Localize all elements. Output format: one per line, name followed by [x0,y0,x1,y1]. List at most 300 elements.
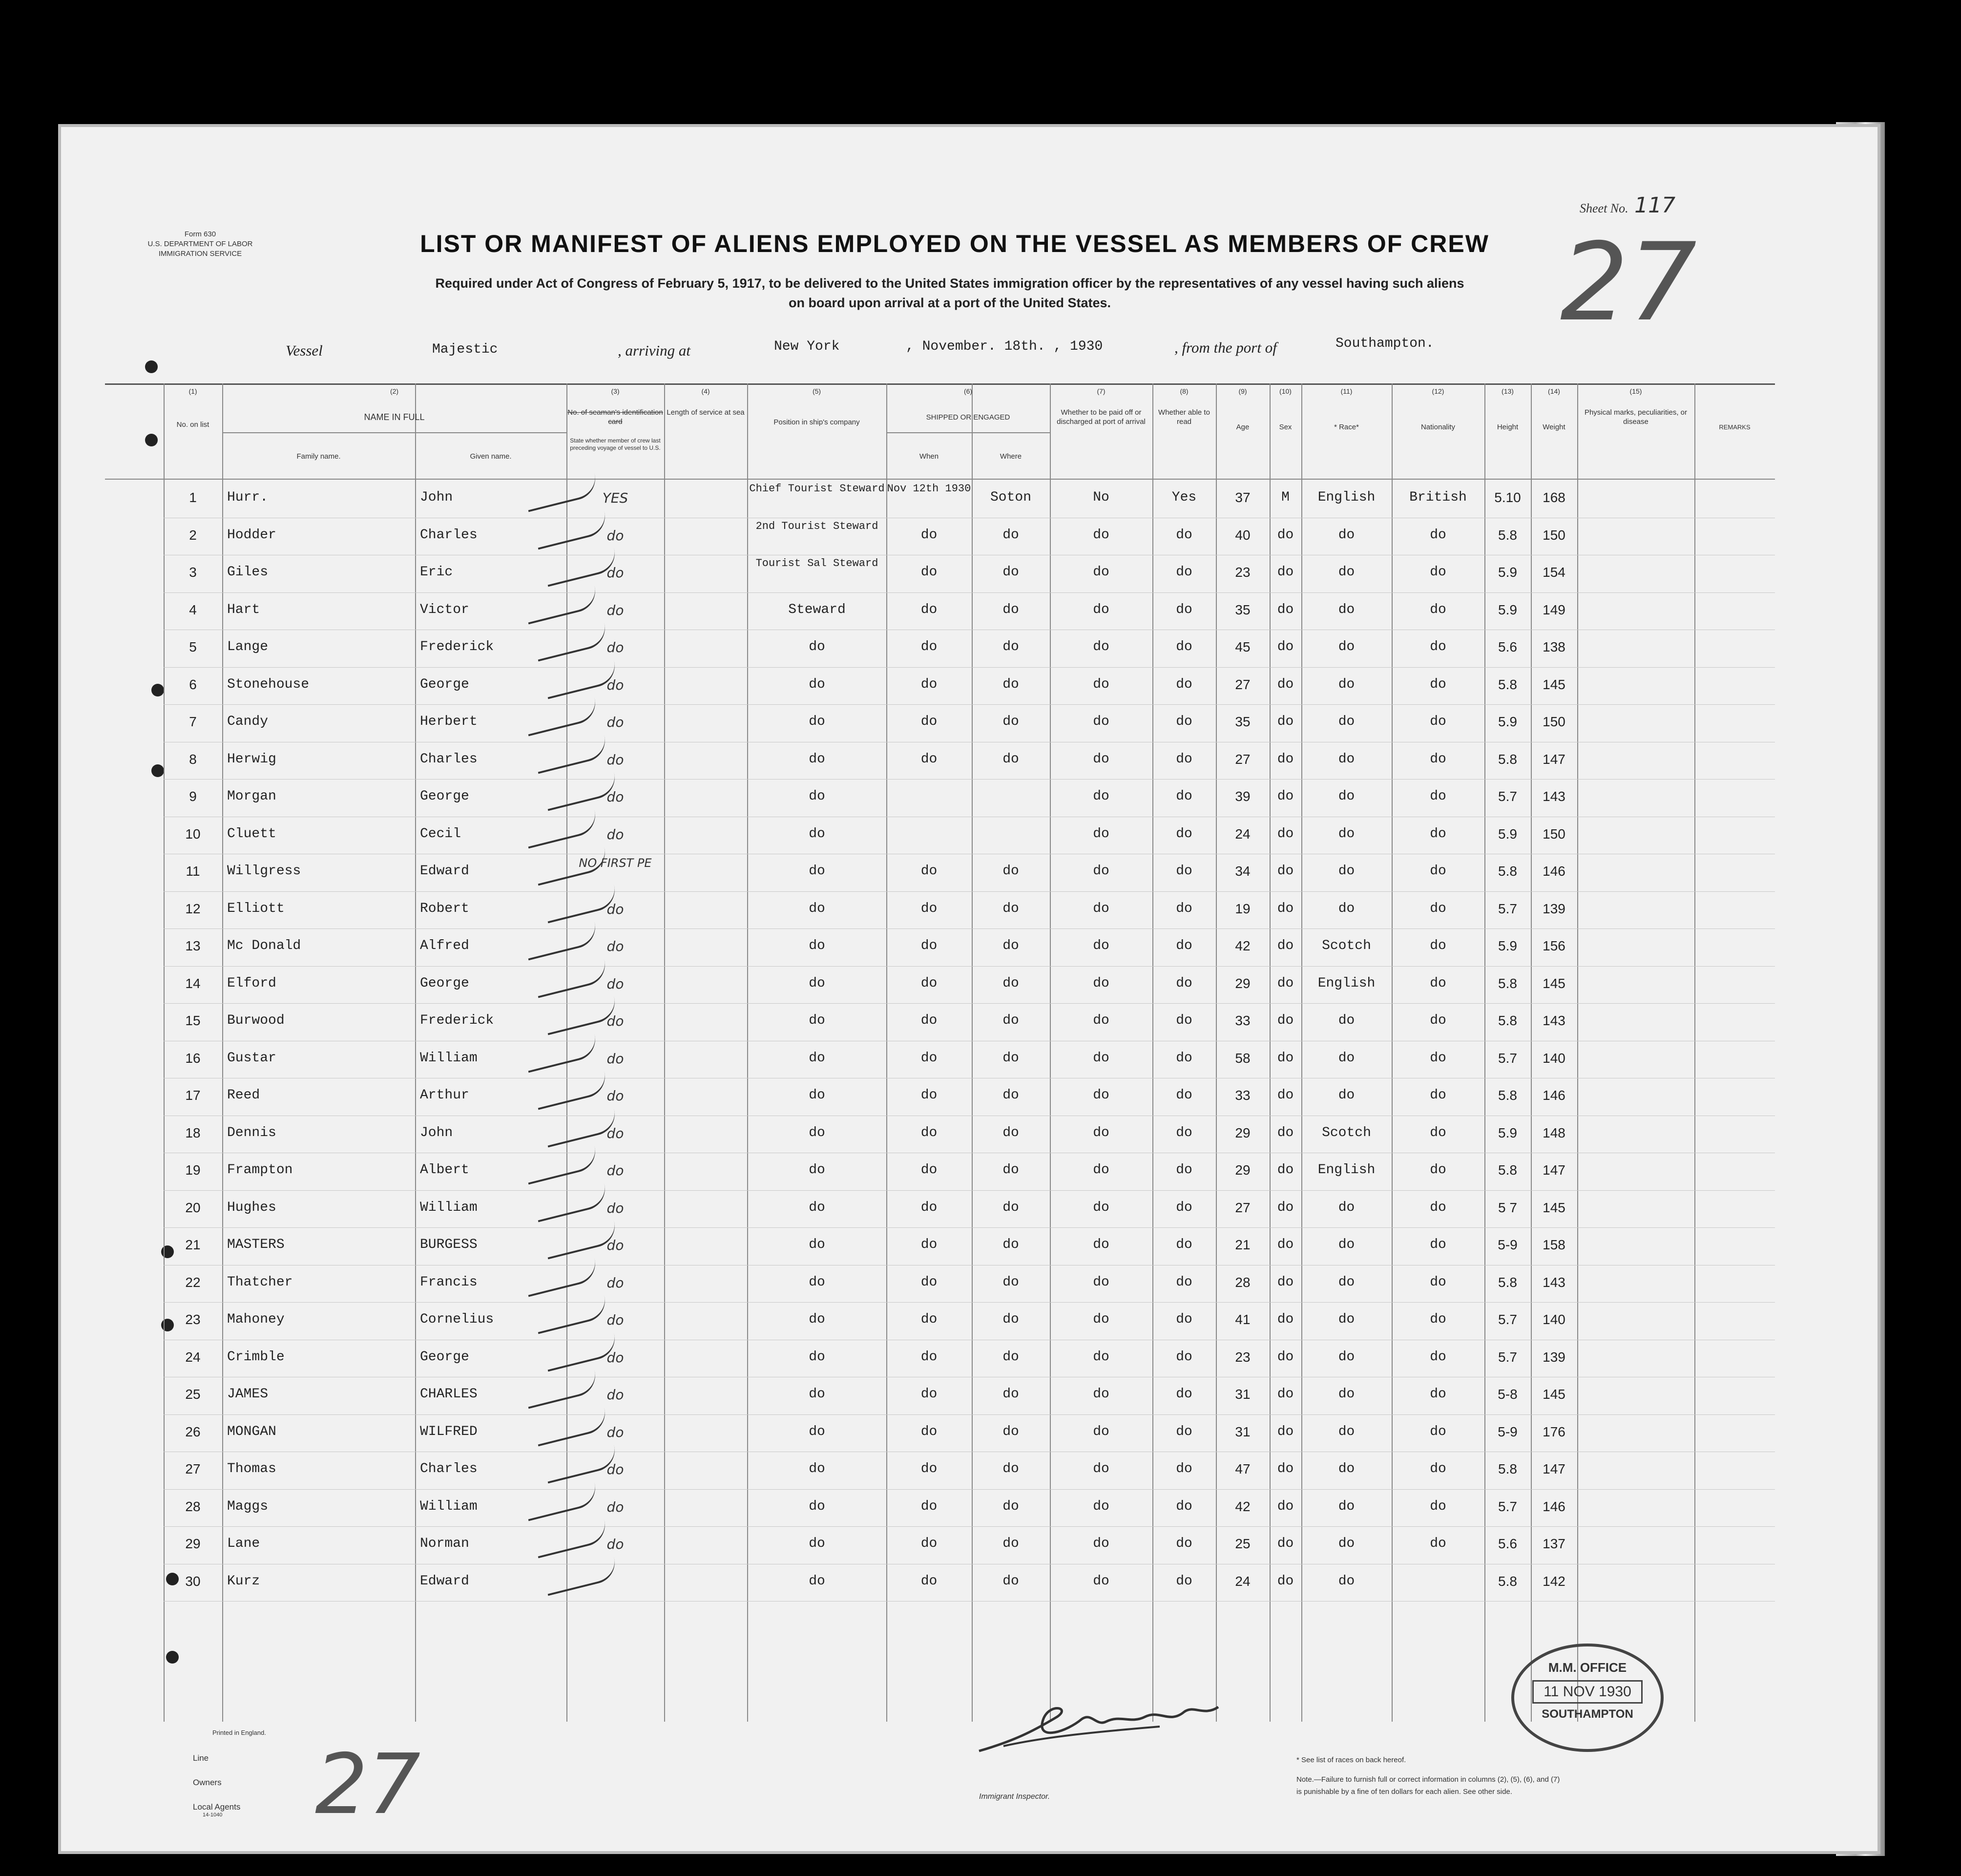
cell-family: Maggs [227,1498,269,1514]
cell-weight: 156 [1543,938,1565,953]
cell-paid: do [1093,1498,1109,1514]
cell-read: do [1176,1424,1192,1439]
arrival-port: New York [774,339,840,354]
row-rule [164,779,1775,780]
cell-height: 5-8 [1498,1387,1518,1402]
cell-prev: do [606,1461,624,1477]
check-mark [543,997,619,1035]
cell-no: 17 [185,1088,201,1103]
cell-family: Stonehouse [227,676,310,692]
cell-position: do [809,1498,825,1514]
cell-prev: do [606,1536,624,1552]
cell-family: Elford [227,975,276,991]
cell-age: 29 [1235,1125,1251,1140]
cell-position: Tourist Sal Steward [755,557,878,569]
cell-where: do [1002,1536,1019,1551]
cell-given: Cornelius [420,1312,494,1327]
row-rule [164,928,1775,929]
cell-family: Mc Donald [227,938,301,953]
cell-paid: do [1093,864,1109,879]
col-7-number: (7) [1097,387,1106,395]
col-height-header: Height [1497,423,1519,431]
col-nationality-header: Nationality [1420,423,1456,431]
cell-family: Dennis [227,1125,276,1140]
cell-race: Scotch [1322,1125,1371,1140]
cell-read: do [1176,1312,1192,1327]
cell-race: do [1338,751,1355,767]
cell-weight: 138 [1543,639,1565,654]
cell-no: 1 [189,490,197,505]
check-mark [523,698,600,737]
cell-sex: do [1277,938,1294,953]
cell-paid: do [1093,639,1109,654]
cell-height: 5.8 [1498,676,1517,692]
cell-family: Cluett [227,826,276,842]
cell-weight: 149 [1543,602,1565,617]
col-12-number: (12) [1432,387,1444,395]
check-mark [543,1445,619,1484]
cell-height: 5.8 [1498,527,1517,543]
table-top-rule [105,383,1775,385]
fine-note-1: Note.—Failure to furnish full or correct information in columns (2), (5), (6), and (7) [1296,1775,1560,1784]
col-8-number: (8) [1180,387,1189,395]
cell-race: do [1338,1274,1355,1290]
check-mark [533,1520,609,1559]
col-position-header: Position in ship's company [773,418,860,426]
header-bottom-rule [105,479,1775,480]
col-2-number: (2) [390,387,399,395]
col-no-header: No. on list [176,421,209,429]
cell-weight: 146 [1543,1088,1565,1103]
cell-paid: do [1093,1237,1109,1252]
cell-prev: do [606,1274,624,1291]
cell-when: do [920,602,938,617]
check-mark [523,1258,600,1297]
cell-no: 11 [186,864,200,879]
cell-age: 27 [1235,751,1251,767]
cell-family: Herwig [227,751,276,767]
cell-paid: do [1093,789,1109,804]
cell-paid: do [1093,1125,1109,1140]
cell-sex: do [1277,1349,1294,1365]
cell-given: WILFRED [420,1424,478,1439]
cell-position: do [809,1312,825,1327]
cell-sex: do [1277,1536,1294,1551]
check-mark [533,511,609,549]
cell-nat: do [1430,1274,1446,1290]
cell-weight: 154 [1543,565,1565,580]
handwritten-number-bottom: 27 [315,1736,421,1833]
cell-nat: do [1430,1125,1446,1140]
cell-weight: 150 [1543,527,1565,543]
cell-age: 27 [1235,1200,1251,1215]
cell-read: do [1176,1349,1192,1365]
col-9-number: (9) [1238,387,1247,395]
cell-where: do [1002,714,1019,729]
cell-where: do [1002,1461,1019,1476]
cell-given: John [420,490,453,505]
check-mark [523,1482,600,1521]
cell-read: do [1176,639,1192,654]
cell-height: 5 7 [1498,1200,1517,1215]
cell-when: do [920,938,938,953]
check-mark [543,1221,619,1260]
cell-position: do [809,1200,825,1215]
cell-race: do [1338,826,1355,842]
col-age-header: Age [1236,423,1250,431]
cell-weight: 145 [1543,975,1565,991]
cell-height: 5.8 [1498,975,1517,991]
cell-when: do [920,527,938,543]
cell-age: 45 [1235,639,1251,654]
cell-paid: do [1093,1088,1109,1103]
cell-age: 24 [1235,826,1251,842]
cell-race: do [1338,901,1355,916]
cell-where: Soton [990,490,1031,505]
cell-when: do [920,1237,938,1252]
cell-paid: do [1093,938,1109,953]
cell-when: do [920,975,938,991]
cell-given: George [420,789,469,804]
cell-sex: do [1277,602,1294,617]
cell-race: do [1338,565,1355,580]
cell-age: 23 [1235,1349,1251,1365]
cell-family: Lane [227,1536,260,1551]
cell-family: Lange [227,639,269,654]
cell-weight: 143 [1543,789,1565,804]
cell-given: George [420,975,469,991]
check-mark [533,1408,609,1446]
cell-height: 5.8 [1498,1461,1517,1476]
shipped-subheader-rule [886,432,1050,433]
cell-race: do [1338,714,1355,729]
cell-nat: do [1430,789,1446,804]
cell-prev: do [606,789,624,805]
cell-weight: 140 [1543,1312,1565,1327]
row-rule [164,1302,1775,1303]
cell-no: 13 [185,938,201,953]
cell-prev: NO FIRST PE [579,856,652,870]
col-sex-header: Sex [1279,423,1292,431]
cell-read: do [1176,826,1192,842]
col-13-number: (13) [1502,387,1514,395]
cell-age: 40 [1235,527,1251,543]
cell-prev: do [606,1349,624,1366]
cell-position: 2nd Tourist Steward [755,520,878,532]
vessel-label: Vessel [286,342,323,359]
cell-given: William [420,1200,478,1215]
cell-sex: do [1277,1387,1294,1402]
col-family-header: Family name. [296,452,341,461]
cell-where: do [1002,602,1019,617]
cell-nat: do [1430,676,1446,692]
cell-read: do [1176,1387,1192,1402]
cell-weight: 150 [1543,826,1565,842]
cell-family: Gustar [227,1050,276,1066]
cell-family: Thatcher [227,1274,293,1290]
cell-race: do [1338,1013,1355,1028]
col-weight-header: Weight [1543,423,1565,431]
cell-sex: do [1277,1125,1294,1140]
cell-sex: do [1277,1274,1294,1290]
cell-family: Frampton [227,1162,293,1178]
cell-where: do [1002,1237,1019,1252]
cell-nat: do [1430,826,1446,842]
cell-read: do [1176,1162,1192,1178]
cell-weight: 143 [1543,1274,1565,1290]
cell-sex: do [1277,1200,1294,1215]
cell-position: do [809,676,825,692]
row-rule [164,1601,1775,1602]
cell-weight: 139 [1543,901,1565,916]
col-service-header: Length of service at sea [667,408,745,417]
cell-race: do [1338,1200,1355,1215]
cell-weight: 139 [1543,1349,1565,1365]
cell-when: do [920,1536,938,1551]
cell-weight: 140 [1543,1050,1565,1066]
cell-weight: 142 [1543,1573,1565,1589]
check-mark [533,847,609,886]
cell-height: 5.10 [1494,490,1521,505]
row-rule [164,1003,1775,1004]
col-3-number: (3) [611,387,620,395]
cell-race: do [1338,1312,1355,1327]
cell-race: do [1338,1461,1355,1476]
cell-paid: do [1093,1013,1109,1028]
line-label: Line [193,1753,209,1763]
check-mark [533,959,609,998]
cell-height: 5.7 [1498,1050,1517,1066]
cell-sex: do [1277,676,1294,692]
cell-paid: do [1093,1050,1109,1066]
cell-race: do [1338,1387,1355,1402]
col-previous-voyage-header: State whether member of crew last preceding voyage of vessel to U.S. [570,437,661,451]
cell-height: 5-9 [1498,1424,1518,1439]
cell-read: do [1176,938,1192,953]
cell-sex: do [1277,1050,1294,1066]
cell-paid: do [1093,1162,1109,1178]
cell-prev: do [606,826,624,843]
cell-paid: do [1093,1274,1109,1290]
check-mark [543,548,619,587]
cell-where: do [1002,1349,1019,1365]
cell-where: do [1002,1050,1019,1066]
cell-nat: do [1430,901,1446,916]
cell-age: 33 [1235,1088,1251,1103]
cell-nat: do [1430,751,1446,767]
cell-sex: do [1277,1162,1294,1178]
cell-no: 4 [189,602,197,617]
cell-height: 5.9 [1498,565,1517,580]
cell-position: do [809,864,825,879]
cell-weight: 150 [1543,714,1565,729]
voyage-row [105,336,1775,366]
cell-where: do [1002,938,1019,953]
cell-no: 23 [185,1312,201,1327]
agents-label: Local Agents [193,1802,241,1812]
cell-family: Hughes [227,1200,276,1215]
check-mark [533,623,609,662]
cell-height: 5.7 [1498,789,1517,804]
cell-prev: do [606,1312,624,1328]
cell-given: Albert [420,1162,469,1178]
cell-race: English [1317,1162,1376,1178]
row-rule [164,966,1775,967]
cell-when: do [920,1013,938,1028]
cell-family: Crimble [227,1349,285,1365]
cell-position: Steward [788,602,846,617]
cell-read: do [1176,565,1192,580]
cell-sex: do [1277,565,1294,580]
cell-weight: 145 [1543,676,1565,692]
row-rule [164,1414,1775,1415]
cell-no: 20 [185,1200,201,1215]
cell-nat: do [1430,1536,1446,1551]
cell-where: do [1002,901,1019,916]
cell-weight: 168 [1543,490,1565,505]
cell-no: 3 [189,565,197,580]
check-mark [543,773,619,811]
cell-paid: do [1093,565,1109,580]
cell-no: 29 [185,1536,201,1551]
row-rule [164,891,1775,892]
cell-no: 7 [189,714,197,729]
cell-read: do [1176,864,1192,879]
cell-height: 5.7 [1498,901,1517,916]
cell-given: Cecil [420,826,461,842]
cell-read: do [1176,676,1192,692]
cell-sex: do [1277,1088,1294,1103]
col-paidoff-header: Whether to be paid off or discharged at port of arrival [1057,408,1146,426]
check-mark [533,1183,609,1222]
cell-position: do [809,714,825,729]
cell-position: do [809,1349,825,1365]
cell-race: do [1338,1573,1355,1589]
cell-prev: do [606,1125,624,1141]
cell-position: Chief Tourist Steward [749,483,885,495]
cell-when: do [920,1162,938,1178]
cell-where: do [1002,1200,1019,1215]
cell-height: 5.9 [1498,826,1517,842]
owners-label: Owners [193,1778,222,1787]
fine-note-2: is punishable by a fine of ten dollars for each alien. See other side. [1296,1788,1512,1796]
cell-when: do [920,676,938,692]
check-mark [543,660,619,699]
cell-nat: do [1430,1050,1446,1066]
cell-read: do [1176,1498,1192,1514]
cell-given: Herbert [420,714,478,729]
cell-height: 5.9 [1498,1125,1517,1140]
cell-nat: do [1430,1088,1446,1103]
cell-age: 24 [1235,1573,1251,1589]
cell-age: 21 [1235,1237,1251,1252]
cell-weight: 143 [1543,1013,1565,1028]
cell-age: 23 [1235,565,1251,580]
cell-family: MONGAN [227,1424,276,1439]
cell-race: do [1338,1349,1355,1365]
cell-paid: do [1093,826,1109,842]
cell-no: 12 [185,901,201,916]
cell-given: Charles [420,751,478,767]
cell-sex: do [1277,1498,1294,1514]
row-rule [164,1190,1775,1191]
cell-prev: do [606,1050,624,1067]
cell-sex: do [1277,639,1294,654]
cell-age: 35 [1235,602,1251,617]
cell-race: English [1317,490,1376,505]
cell-weight: 146 [1543,864,1565,879]
col-6-number: (6) [963,387,973,395]
cell-sex: do [1277,527,1294,543]
cell-paid: do [1093,1387,1109,1402]
cell-read: do [1176,714,1192,729]
cell-given: George [420,676,469,692]
cell-given: Norman [420,1536,469,1551]
cell-read: do [1176,1536,1192,1551]
cell-age: 29 [1235,1162,1251,1178]
cell-family: MASTERS [227,1237,285,1252]
col-read-header: Whether able to read [1158,408,1210,426]
cell-where: do [1002,1312,1019,1327]
cell-read: do [1176,602,1192,617]
cell-race: do [1338,1050,1355,1066]
cell-age: 27 [1235,676,1251,692]
cell-where: do [1002,864,1019,879]
cell-no: 24 [185,1349,201,1365]
col-10-number: (10) [1279,387,1292,395]
check-mark [523,1370,600,1409]
cell-where: do [1002,527,1019,543]
cell-nat: do [1430,864,1446,879]
cell-given: Robert [420,901,469,916]
cell-race: do [1338,1088,1355,1103]
cell-position: do [809,901,825,916]
cell-age: 34 [1235,864,1251,879]
cell-position: do [809,938,825,953]
cell-read: do [1176,1274,1192,1290]
cell-prev: do [606,1498,624,1515]
cell-given: John [420,1125,453,1140]
check-mark [533,1072,609,1110]
printed-note: Printed in England. [212,1729,266,1736]
cell-where: do [1002,1274,1019,1290]
cell-paid: do [1093,602,1109,617]
crew-table [105,383,1775,1722]
cell-read: do [1176,1088,1192,1103]
subtitle-line-2: on board upon arrival at a port of the United States. [788,295,1111,310]
cell-height: 5.6 [1498,639,1517,654]
row-rule [164,1489,1775,1490]
cell-where: do [1002,565,1019,580]
cell-when: Nov 12th 1930 [887,483,971,495]
cell-read: do [1176,1125,1192,1140]
cell-paid: do [1093,1536,1109,1551]
cell-height: 5.8 [1498,1573,1517,1589]
cell-when: do [920,1573,938,1589]
check-mark [543,1109,619,1147]
cell-position: do [809,1274,825,1290]
cell-height: 5.9 [1498,938,1517,953]
cell-prev: do [606,527,624,544]
cell-family: Hart [227,602,260,617]
col-5-number: (5) [812,387,821,395]
cell-sex: do [1277,1424,1294,1439]
cell-paid: No [1093,490,1109,505]
cell-age: 28 [1235,1274,1251,1290]
cell-no: 5 [189,639,197,654]
cell-race: do [1338,1237,1355,1252]
cell-nat: do [1430,1312,1446,1327]
